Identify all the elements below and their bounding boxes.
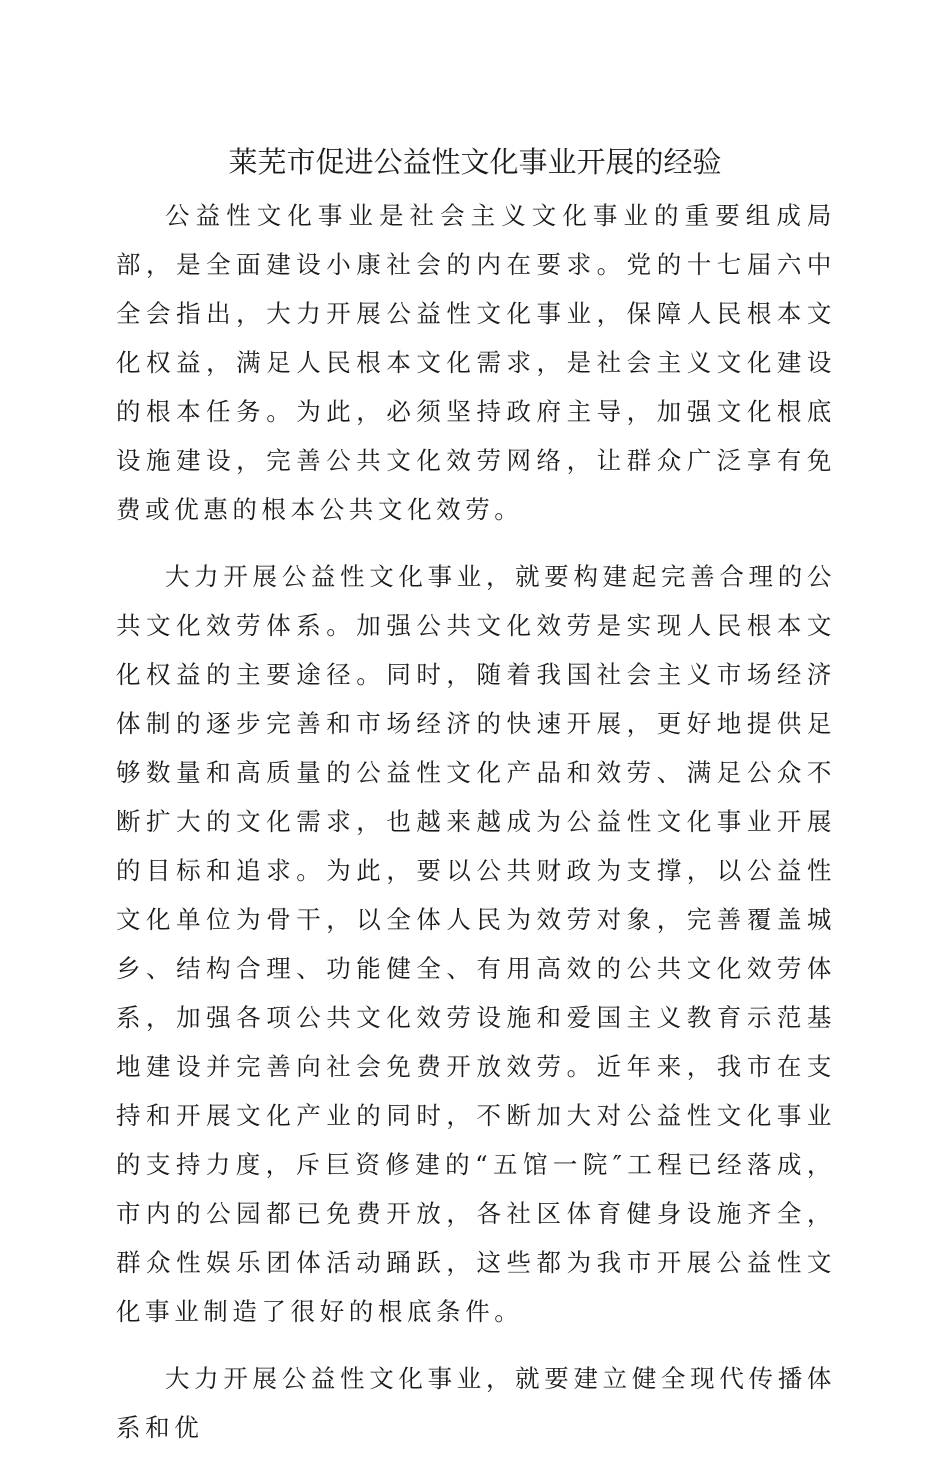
- document-body: [116, 191, 836, 1470]
- paragraph-3: 大力开展公益性文化事业，就要建立健全现代传播体系和优: [116, 1364, 836, 1442]
- paragraph-1: 公益性文化事业是社会主义文化事业的重要组成局部，是全面建设小康社会的内在要求。党的十七届六中全会指出，大力开展公益性文化事业，保障人民根本文化权益，满足人民根本文化需求，是社会主义文化建设的根本任务。为此，必须坚持政府主导，加强文化根底设施建设，完善公共文化效劳网络，让群众广泛享有免费或优惠的根本公共文化效劳。: [116, 201, 836, 524]
- paragraph-2: 大力开展公益性文化事业，就要构建起完善合理的公共文化效劳体系。加强公共文化效劳是实现人民根本文化权益的主要途径。同时，随着我国社会主义市场经济体制的逐步完善和市场经济的快速开展，更好地提供足够数量和高质量的公益性文化产品和效劳、满足公众不断扩大的文化需求，也越来越成为公益性文化事业开展的目标和追求。为此，要以公共财政为支撑，以公益性文化单位为骨干，以全体人民为效劳对象，完善覆盖城乡、结构合理、功能健全、有用高效的公共文化效劳体系，加强各项公共文化效劳设施和爱国主义教育示范基地建设并完善向社会免费开放效劳。近年来，我市在支持和开展文化产业的同时，不断加大对公益性文化事业的支持力度，斥巨资修建的“五馆一院″工程已经落成，市内的公园都已免费开放，各社区体育健身设施齐全，群众性娱乐团体活动踊跃，这些都为我市开展公益性文化事业制造了很好的根底条件。: [116, 562, 836, 1326]
- document-title: 莱芜市促进公益性文化事业开展的经验: [228, 145, 722, 179]
